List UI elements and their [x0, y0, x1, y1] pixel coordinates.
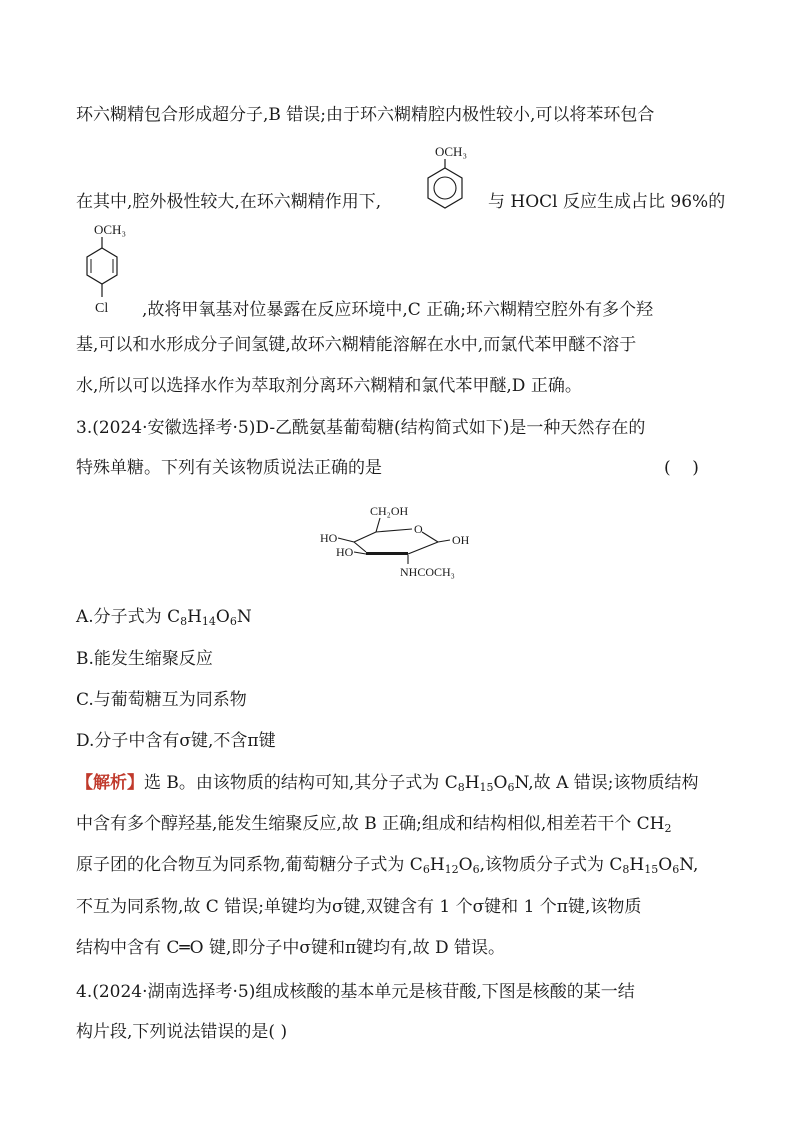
text-line — [76, 190, 381, 214]
structure-label: HO — [336, 545, 354, 559]
structure-label: Cl — [95, 301, 109, 316]
option-d: D.分子中含有σ键,不含π键 — [76, 731, 276, 751]
structure-label: NHCOCH₃ — [400, 565, 455, 579]
text-segment: 与 HOCl 反应生成占比 96%的 — [488, 192, 726, 212]
question-4-stem: 4.(2024·湖南选择考·5)组成核酸的基本单元是核苷酸,下图是核酸的某一结 — [76, 982, 635, 1002]
analysis-line: 结构中含有 C═O 键,即分子中σ键和π键均有,故 D 错误。 — [76, 938, 506, 958]
anisole-structure — [415, 138, 485, 212]
answer-blank: ( ) — [664, 458, 699, 478]
question-3-stem: 3.(2024·安徽选择考·5)D-乙酰氨基葡萄糖(结构简式如下)是一种天然存在的 — [76, 418, 646, 438]
structure-label: CH₂OH — [370, 504, 409, 518]
text-line: 基,可以和水形成分子间氢键,故环六糊精能溶解在水中,而氯代苯甲醚不溶于 — [76, 335, 637, 355]
option-c: C.与葡萄糖互为同系物 — [76, 690, 247, 710]
structure-label: OCH₃ — [94, 222, 126, 237]
text-line: 环六糊精包合形成超分子,B 错误;由于环六糊精腔内极性较小,可以将苯环包合 — [76, 105, 655, 125]
structure-label: HO — [320, 531, 338, 545]
option-a: A.分子式为 $C_8H_{14}O_6N$ — [76, 607, 252, 628]
question-3-stem: 特殊单糖。下列有关该物质说法正确的是 — [76, 458, 382, 478]
text-line: 水,所以可以选择水作为萃取剂分离环六糊精和氯代苯甲醚,D 正确。 — [76, 376, 582, 396]
glucosamine-structure — [316, 500, 470, 580]
text-segment: 在其中,腔外极性较大,在环六糊精作用下, — [76, 192, 382, 212]
analysis-line: 原子团的化合物互为同系物,葡萄糖分子式为 $C_6H_{12}O_6$,该物质分子式为 $C_8H_{15}O_6N$, — [76, 855, 699, 876]
structure-label: O — [414, 522, 423, 536]
analysis-line: 中含有多个醇羟基,能发生缩聚反应,故 B 正确;组成和结构相似,相差若干个 $CH_2$ — [76, 814, 672, 835]
analysis-tag: 【解析】 — [76, 773, 144, 793]
text-line: ,故将甲氧基对位暴露在反应环境中,C 正确;环六糊精空腔外有多个羟 — [142, 300, 653, 320]
chloroanisole-structure — [80, 220, 140, 316]
analysis-line: 不互为同系物,故 C 错误;单键均为σ键,双键含有 1 个σ键和 1 个π键,该物质 — [76, 897, 642, 917]
option-b: B.能发生缩聚反应 — [76, 649, 213, 669]
analysis-line: 【解析】选 B。由该物质的结构可知,其分子式为 $C_8H_{15}O_6N$,故 A 错误;该物质结构 — [76, 773, 699, 794]
structure-label: OH — [452, 533, 470, 547]
structure-label: OCH₃ — [435, 144, 467, 159]
question-4-stem: 构片段,下列说法错误的是( ) — [76, 1022, 288, 1042]
